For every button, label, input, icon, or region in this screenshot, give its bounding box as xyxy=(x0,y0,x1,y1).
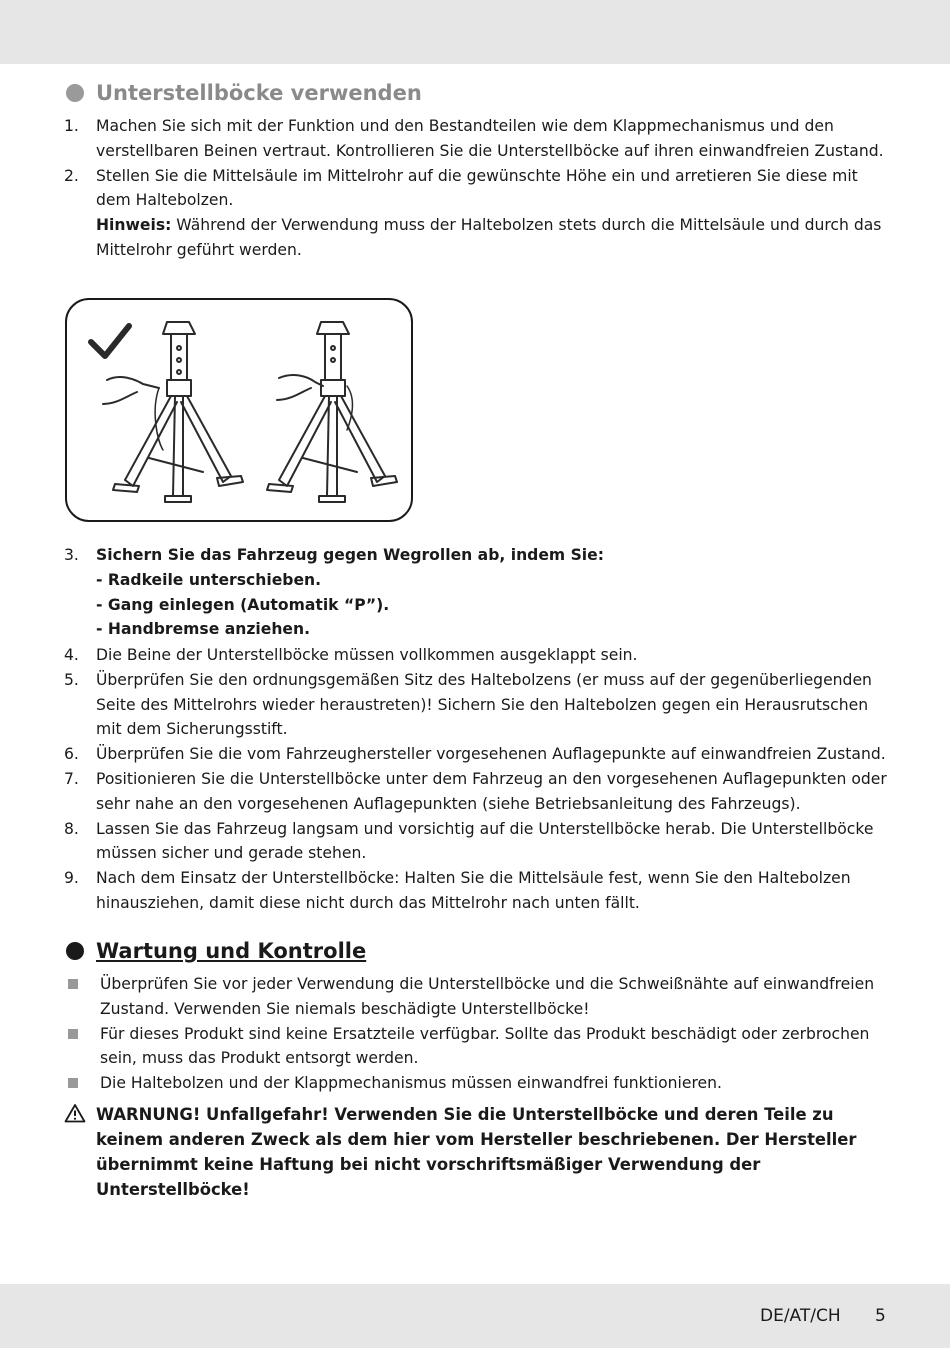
header-band xyxy=(0,0,950,64)
list-item xyxy=(64,1022,894,1072)
item-number: 9. xyxy=(64,869,79,888)
list-item xyxy=(64,866,894,916)
list-item xyxy=(64,767,894,817)
jack-stand-right xyxy=(267,322,397,502)
item-number: 2. xyxy=(64,166,79,185)
item-text xyxy=(96,543,894,642)
usage-steps xyxy=(64,643,894,916)
section-dot-icon xyxy=(66,84,84,102)
section-title: Unterstellböcke verwenden xyxy=(96,81,422,105)
step-line: Sichern Sie das Fahrzeug gegen Wegrollen ab, indem Sie: xyxy=(96,546,604,564)
item-text: Überprüfen Sie vor jeder Verwendung die Unterstellböcke und die Schweißnähte auf einwandfreien Zustand. Verwenden Sie niemals beschädigte Unterstellböcke! xyxy=(100,975,875,1018)
list-item xyxy=(64,114,894,164)
warning-text: WARNUNG! Unfallgefahr! Verwenden Sie die Unterstellböcke und deren Teile zu keinem anderen Zweck als dem hier vom Hersteller beschriebenen. Der Hersteller übernimmt keine Haftung bei nicht vorschriftsmäßiger Verwendung der Unterstellböcke! xyxy=(96,1105,857,1199)
item-text: Die Haltebolzen und der Klappmechanismus müssen einwandfrei funktionieren. xyxy=(100,1074,722,1093)
safety-steps xyxy=(64,543,894,642)
step-line: - Gang einlegen (Automatik “P”). xyxy=(96,595,390,614)
maintenance-list xyxy=(64,972,894,1096)
note-label: Hinweis: xyxy=(96,216,172,235)
item-text: Nach dem Einsatz der Unterstellböcke: Halten Sie die Mittelsäule fest, wenn Sie den Haltebolzen hinausziehen, damit diese nicht durch das Mittelrohr nach unten fällt. xyxy=(96,869,851,912)
item-number: 6. xyxy=(64,745,79,764)
item-number: 1. xyxy=(64,117,79,135)
list-item xyxy=(64,742,894,767)
item-text-main: Stellen Sie die Mittelsäule im Mittelrohr auf die gewünschte Höhe ein und arretieren Sie diese mit dem Haltebolzen. xyxy=(96,166,858,210)
section-dot-icon xyxy=(66,942,84,960)
item-text: Lassen Sie das Fahrzeug langsam und vorsichtig auf die Unterstellböcke herab. Die Unterstellböcke müssen sicher und gerade stehen. xyxy=(96,819,874,863)
item-number: 5. xyxy=(64,670,79,689)
step-line: - Handbremse anziehen. xyxy=(96,620,311,639)
item-number: 4. xyxy=(64,646,79,664)
warning-box xyxy=(64,1102,894,1202)
jack-stand-left xyxy=(103,322,243,502)
section-title: Wartung und Kontrolle xyxy=(96,939,367,963)
list-item xyxy=(64,972,894,1022)
item-text xyxy=(96,164,894,263)
list-item xyxy=(64,643,894,668)
list-item xyxy=(64,164,894,263)
item-text: Überprüfen Sie den ordnungsgemäßen Sitz des Haltebolzens (er muss auf der gegenüberliegenden Seite des Mittelrohrs wieder heraustreten)! Sichern Sie den Haltebolzen gegen ein Herausrutschen mit dem Sicherungsstift. xyxy=(96,670,872,739)
item-text: Überprüfen Sie die vom Fahrzeughersteller vorgesehenen Auflagepunkte auf einwandfreien Zustand. xyxy=(96,745,886,764)
item-number: 7. xyxy=(64,769,79,788)
section-heading-usage xyxy=(66,81,422,105)
list-item xyxy=(64,817,894,867)
step-line: - Radkeile unterschieben. xyxy=(96,570,322,589)
item-text: Positionieren Sie die Unterstellböcke unter dem Fahrzeug an den vorgesehenen Auflagepunkten oder sehr nahe an den vorgesehenen Auflagepunkten (siehe Betriebsanleitung des Fahrzeugs). xyxy=(96,769,887,813)
list-item xyxy=(64,543,894,642)
item-text: Machen Sie sich mit der Funktion und den Bestandteilen wie dem Klappmechanismus und den verstellbaren Beinen vertraut. Kontrollieren Sie die Unterstellböcke auf ihren einwandfreien Zustand. xyxy=(96,117,884,160)
list-item xyxy=(64,1071,894,1096)
section-heading-maintenance xyxy=(66,939,366,963)
list-item xyxy=(64,668,894,742)
square-bullet-icon xyxy=(68,979,78,989)
square-bullet-icon xyxy=(68,1078,78,1088)
item-text: Die Beine der Unterstellböcke müssen vollkommen ausgeklappt sein. xyxy=(96,646,638,664)
square-bullet-icon xyxy=(68,1029,78,1039)
usage-list xyxy=(64,114,894,263)
note-text: Während der Verwendung muss der Haltebolzen stets durch die Mittelsäule und durch das Mittelrohr geführt werden. xyxy=(96,216,882,259)
item-text: Für dieses Produkt sind keine Ersatzteile verfügbar. Sollte das Produkt beschädigt oder zerbrochen sein, muss das Produkt entsorgt werden. xyxy=(100,1024,870,1068)
jack-stand-illustration xyxy=(65,298,413,522)
jack-stands-drawing xyxy=(67,300,411,520)
item-number: 3. xyxy=(64,546,79,564)
page-number: 5 xyxy=(875,1306,886,1326)
item-number: 8. xyxy=(64,819,79,838)
checkmark-icon xyxy=(91,326,129,356)
warning-triangle-icon xyxy=(64,1102,96,1202)
footer-language: DE/AT/CH xyxy=(760,1306,841,1326)
